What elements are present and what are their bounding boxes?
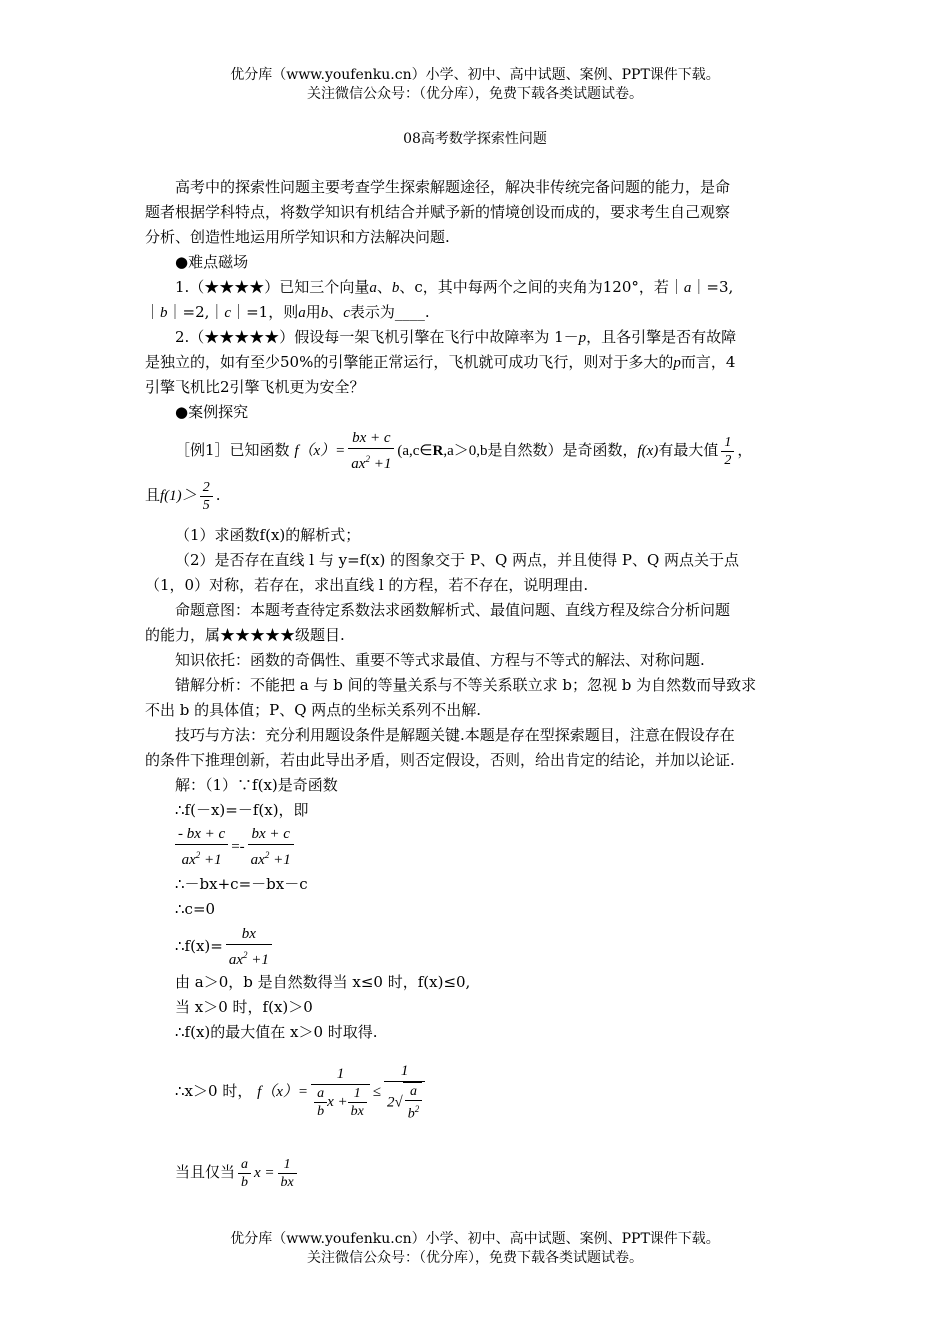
header-line-1: 优分库（www.youfenku.cn）小学、初中、高中试题、案例、PPT课件下载。 (230, 67, 720, 83)
max-value-fraction: $\frac{1}{2}$ (721, 434, 734, 469)
intro-line-2: 题者根据学科特点，将数学知识有机结合并赋予新的情境创设而成的，要求考生自己观察 (145, 203, 731, 221)
solution-odd-equation: $\frac{- bx + c}{ax^2 +1}$ =- $\frac{bx + c}{ax^2 +1}$ (175, 822, 840, 871)
problem-2-line-3: 引擎飞机比2引擎飞机更为安全？ (145, 378, 365, 396)
question-1: （1）求函数f(x)的解析式； (175, 526, 361, 544)
method-line-2: 的条件下推理创新，若由此导出矛盾，则否定假设，否则，给出肯定的结论，并加以论证. (145, 751, 735, 769)
intro-line-1: 高考中的探索性问题主要考查学生探索解题途径，解决非传统完备问题的能力，是命 (175, 178, 731, 196)
doc-title: 08高考数学探索性问题 (403, 131, 547, 147)
method-line-1: 技巧与方法：充分利用题设条件是解题关键.本题是存在型探索题目，注意在假设存在 (175, 726, 735, 744)
solution-step-3: ∴－bx+c=－bx－c (175, 875, 308, 893)
intent-line-2: 的能力，属★★★★★级题目. (145, 626, 345, 644)
solution-equality-condition: 当且仅当 $\frac{a}{b}$ x = $\frac{1}{bx}$ (175, 1150, 840, 1195)
intent-line-1: 命题意图：本题考查待定系数法求函数解析式、最值问题、直线方程及综合分析问题 (175, 601, 731, 619)
problem-1-line-2: ｜b｜=2,｜c｜=1，则a用b、c表示为____. (145, 303, 430, 321)
example-1-statement: ［例1］已知函数 f（x）= $\frac{bx + c}{ax^2 +1}$ (a,c∈R,a＞0,b是自然数）是奇函数，f(x)有最大值 $\frac{1}{2}$ ， (175, 430, 753, 472)
problem-1-line-1: 1.（★★★★）已知三个向量a、b、c，其中每两个之间的夹角为120°，若｜a｜=3, (175, 278, 734, 296)
footer-line-2: 关注微信公众号：（优分库），免费下载各类试题试卷。 (307, 1250, 643, 1266)
solution-step-8: ∴f(x)的最大值在 x＞0 时取得. (175, 1023, 378, 1041)
problem-2-line-1: 2.（★★★★★）假设每一架飞机引擎在飞行中故障率为 1－p，且各引擎是否有故障 (175, 328, 737, 346)
header-line-2: 关注微信公众号：（优分库），免费下载各类试题试卷。 (307, 86, 643, 102)
page-footer (0, 1230, 950, 1268)
two-fifths-fraction: $\frac{2}{5}$ (200, 479, 213, 514)
question-2-line-2: （1，0）对称，若存在，求出直线 l 的方程，若不存在，说明理由. (145, 576, 589, 594)
solution-step-6: 由 a＞0，b 是自然数得当 x≤0 时，f(x)≤0, (175, 973, 471, 991)
question-2-line-1: （2）是否存在直线 l 与 y=f(x) 的图象交于 P、Q 两点，并且使得 P、Q 两点关于点 (175, 551, 740, 569)
footer-line-1: 优分库（www.youfenku.cn）小学、初中、高中试题、案例、PPT课件下载。 (230, 1231, 720, 1247)
solution-step-5: ∴f(x)= $\frac{bx}{ax^2 +1}$ (175, 924, 840, 970)
function-fraction: $\frac{bx + c}{ax^2 +1}$ (348, 428, 394, 474)
solution-inequality: ∴x＞0 时， f（x）= 1 $\frac{a}{b}$ x + $\frac{1}{bx}$ ≤ 1 2√ $\frac{a}{b^2}$ (175, 1058, 840, 1125)
solution-step-7: 当 x＞0 时，f(x)＞0 (175, 998, 313, 1016)
intro-line-3: 分析、创造性地运用所学知识和方法解决问题. (145, 228, 450, 246)
solution-step-4: ∴c=0 (175, 900, 216, 918)
example-1-condition: 且f(1)＞ $\frac{2}{5}$ . (145, 479, 221, 513)
section-heading-case-study: ●案例探究 (175, 403, 249, 421)
solution-step-2: ∴f(－x)=－f(x)，即 (175, 801, 309, 819)
error-analysis-line-2: 不出 b 的具体值；P、Q 两点的坐标关系列不出解. (145, 701, 482, 719)
knowledge-basis: 知识依托：函数的奇偶性、重要不等式求最值、方程与不等式的解法、对称问题. (175, 651, 705, 669)
section-heading-difficulty: ●难点磁场 (175, 253, 249, 271)
page-header (0, 66, 950, 104)
problem-2-line-2: 是独立的，如有至少50%的引擎能正常运行，飞机就可成功飞行，则对于多大的p而言，4 (145, 353, 736, 371)
error-analysis-line-1: 错解分析：不能把 a 与 b 间的等量关系与不等关系联立求 b；忽视 b 为自然数而导致求 (175, 676, 757, 694)
solution-step-1: 解：（1）∵f(x)是奇函数 (175, 776, 338, 794)
